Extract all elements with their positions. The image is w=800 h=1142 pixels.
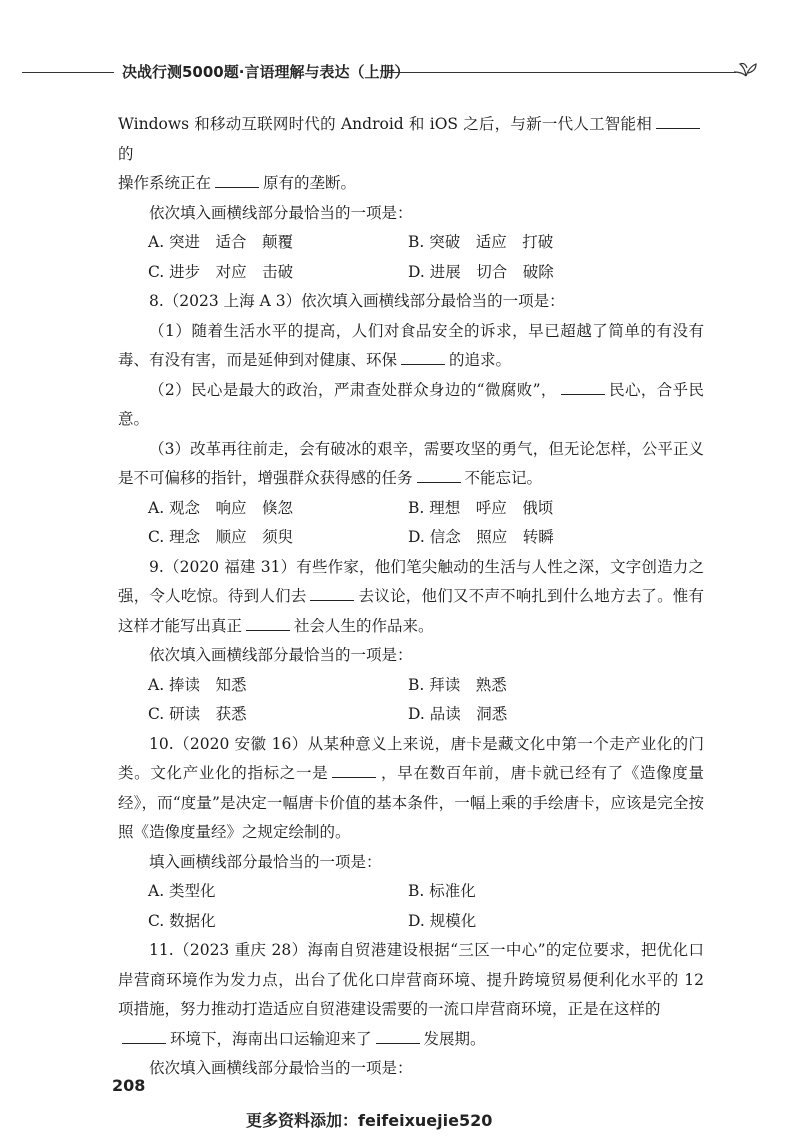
- option-d: D. 进展 切合 破除: [408, 262, 554, 281]
- q10-text-part: ，早在数百年前，唐卡就已经有了《造像度量经》，而“度量”是决定一幅唐卡价值的基本条件，一幅上乘的手绘唐卡，应该是完全按照《造像度量经》之规定绘制的。: [118, 764, 704, 841]
- q11-text-part: 11.（2023 重庆 28）海南自贸港建设根据“三区一中心”的定位要求，把优化口岸营商环境作为发力点，出台了优化口岸营商环境、提升跨境贸易便利化水平的 12 项措施，努力推动打造适应自贸港建设需要的一流口岸营商环境，正是在这样的: [118, 941, 704, 1018]
- sprout-icon: [732, 58, 760, 84]
- q8-sentence-1: [118, 317, 704, 376]
- q10-prompt: 填入画横线部分最恰当的一项是：: [149, 852, 382, 871]
- q8-sentence-2: [118, 376, 704, 435]
- header-rule-left: [22, 72, 114, 73]
- q9-text-part: 去议论，他们又不声不响扎到什么地方去了。惟有这样才能写出真正: [118, 587, 704, 635]
- option-c: C. 数据化: [148, 911, 216, 930]
- answer-blank: [417, 468, 461, 483]
- q11-text-part: 环境下，海南出口运输迎来了: [170, 1029, 372, 1048]
- answer-blank: [246, 616, 290, 631]
- option-b: B. 拜读 熟悉: [408, 675, 507, 694]
- option-c: C. 理念 顺应 须臾: [148, 528, 294, 546]
- q8-text-part: 民心，合乎民意。: [118, 380, 704, 428]
- q10-text: [118, 730, 704, 848]
- answer-blank: [376, 1029, 420, 1044]
- q7-text-part: Windows 和移动互联网时代的 Android 和 iOS 之后，与新一代人工智能相: [118, 115, 652, 133]
- option-a: A. 捧读 知悉: [148, 675, 247, 694]
- option-a: A. 突进 适合 颠覆: [148, 233, 294, 251]
- q9-options-row: [118, 671, 704, 701]
- answer-blank: [656, 114, 700, 129]
- q9-text: [118, 553, 704, 642]
- q7-options-row: [118, 228, 704, 258]
- answer-blank: [122, 1029, 166, 1044]
- q8-options-row: [118, 494, 704, 524]
- answer-blank: [310, 586, 354, 601]
- q8-text-part: （2）民心是最大的政治，严肃查处群众身边的“微腐败”，: [149, 380, 557, 399]
- q8-text-part: 不能忘记。: [464, 469, 543, 487]
- header-rule-right: [388, 72, 736, 73]
- q7-text-part: 原有的垄断。: [263, 174, 357, 192]
- option-d: D. 信念 照应 转瞬: [408, 528, 554, 546]
- answer-blank: [401, 350, 445, 365]
- option-d: D. 规模化: [408, 911, 477, 930]
- answer-blank: [561, 380, 605, 395]
- q7-text-part: 的: [118, 144, 134, 163]
- option-c: C. 研读 获悉: [148, 705, 247, 723]
- q10-text-part: 10.（2020 安徽 16）从某种意义上来说，唐卡是藏文化中第一个走产业化的门类。文化产业化的指标之一是: [118, 734, 704, 782]
- q8-options-row: [118, 523, 704, 553]
- q9-options-row: [118, 700, 704, 730]
- q9-prompt: 依次填入画横线部分最恰当的一项是：: [149, 646, 413, 664]
- book-title: 决战行测5000题·言语理解与表达（上册）: [122, 63, 410, 81]
- q8-text-part: 的追求。: [449, 351, 512, 369]
- answer-blank: [215, 173, 259, 188]
- q10-options-row: [118, 907, 704, 937]
- option-b: B. 突破 适应 打破: [408, 233, 554, 251]
- q9-text-part: 社会人生的作品来。: [294, 616, 434, 635]
- q9-text-part: 9.（2020 福建 31）有些作家，他们笔尖触动的生活与人性之深，文字创造力之强，令人吃惊。待到人们去: [118, 557, 704, 605]
- q8-text-part: （3）改革再往前走，会有破冰的艰辛，需要攻坚的勇气，但无论怎样，公平正义是不可偏移的指针，增强群众获得感的任务: [118, 439, 704, 487]
- option-a: A. 类型化: [148, 882, 216, 900]
- q7-options-row: [118, 258, 704, 288]
- q7-prompt: 依次填入画横线部分最恰当的一项是：: [149, 203, 413, 222]
- option-d: D. 品读 洞悉: [408, 705, 508, 723]
- option-c: C. 进步 对应 击破: [148, 262, 294, 281]
- q11-text-part: 发展期。: [423, 1029, 486, 1048]
- q7-continuation: [118, 110, 704, 199]
- answer-blank: [332, 763, 376, 778]
- q10-options-row: [118, 877, 704, 907]
- q11-prompt: 依次填入画横线部分最恰当的一项是：: [149, 1059, 413, 1077]
- footer-note: 更多资料添加：feifeixuejie520: [246, 1111, 493, 1130]
- page-content: [118, 110, 704, 1084]
- q8-text-part: （1）随着生活水平的提高，人们对食品安全的诉求，早已超越了简单的有没有毒、有没有害，而是延伸到对健康、环保: [118, 321, 704, 369]
- q8-sentence-3: [118, 435, 704, 494]
- page-number: 208: [112, 1076, 146, 1095]
- running-header: [22, 58, 760, 86]
- q11-text: [118, 936, 704, 1054]
- q7-text-part: 操作系统正在: [118, 174, 212, 192]
- option-a: A. 观念 响应 倏忽: [148, 498, 294, 517]
- option-b: B. 标准化: [408, 882, 476, 900]
- q8-header: 8.（2023 上海 A 3）依次填入画横线部分最恰当的一项是：: [149, 292, 565, 310]
- option-b: B. 理想 呼应 俄顷: [408, 498, 554, 517]
